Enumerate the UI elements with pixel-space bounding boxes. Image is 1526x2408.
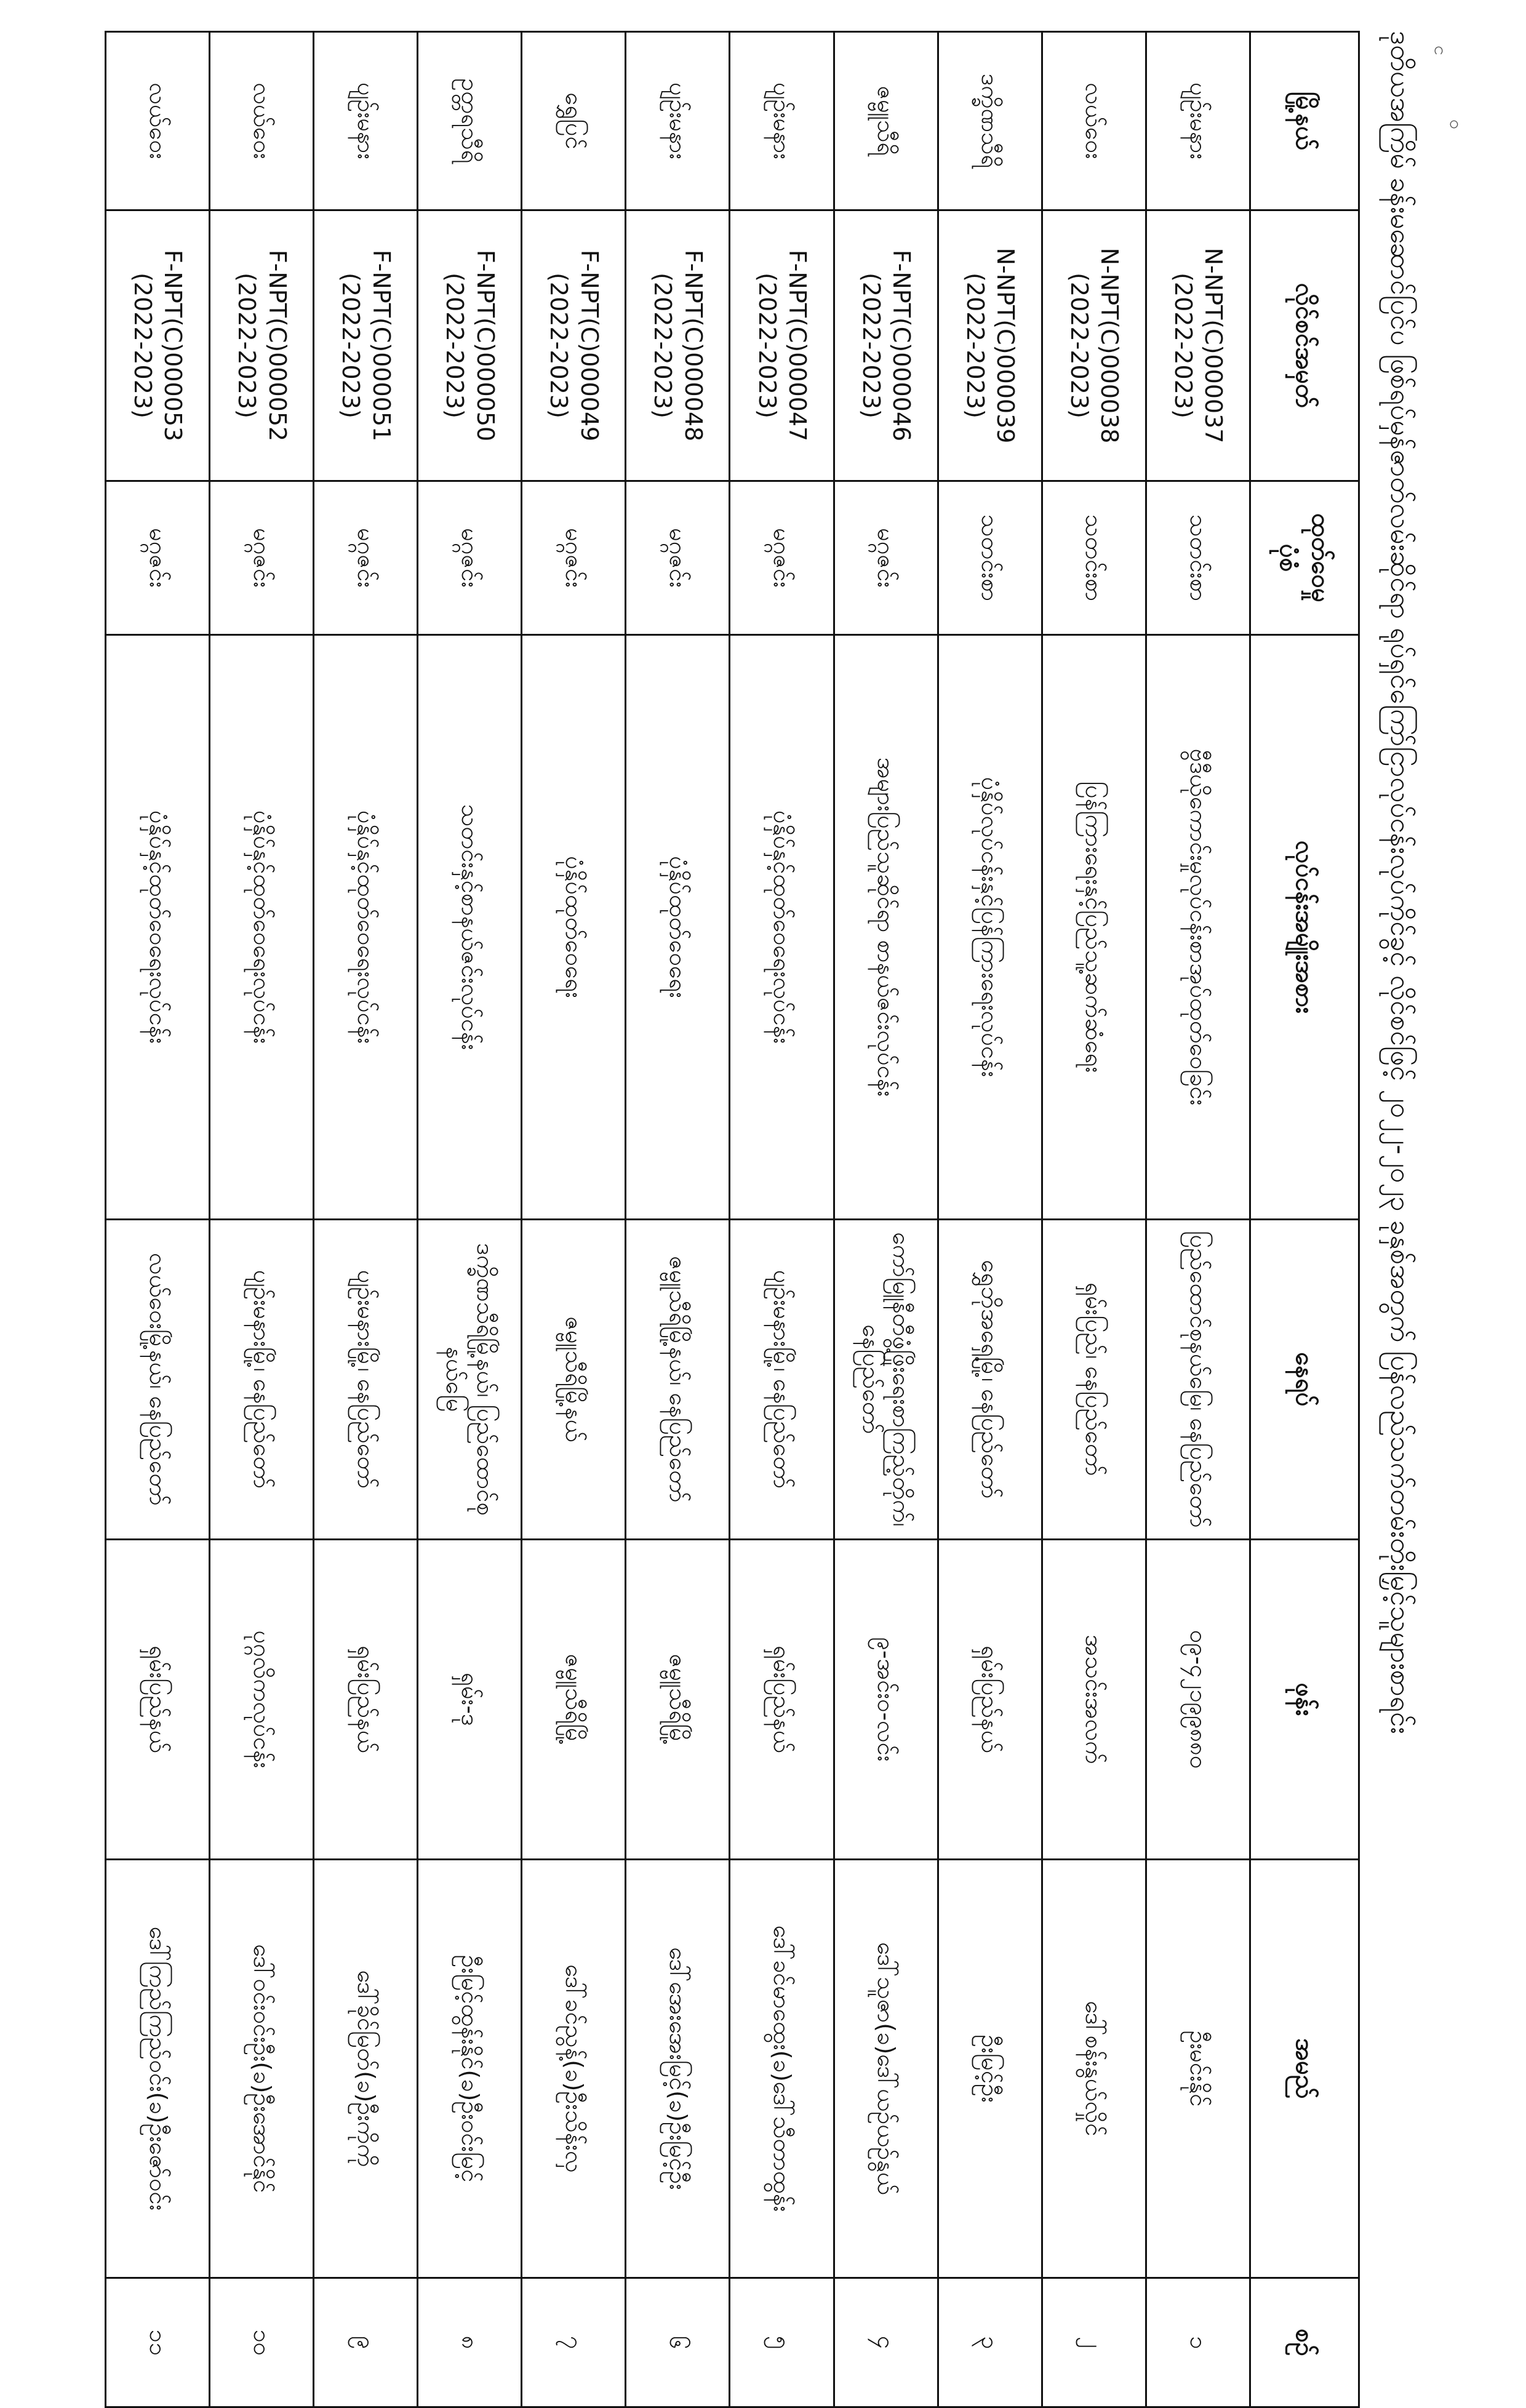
cell-phone: ရှမ်းပြည်နယ် (938, 1540, 1042, 1860)
cell-phone: ပုဂ္ဂလိကလုပ်ငန်း (210, 1540, 314, 1860)
cell-license-no (106, 210, 210, 481)
cell-business: ပြန်ကြားရေးနှင့်ပြည်သူ့ဆက်ဆံရေး (1042, 635, 1146, 1220)
cell-township: ပျဉ်းမနား (314, 32, 418, 210)
license-year: (2022-2023) (1169, 273, 1197, 418)
cell-name: ဦးမြင့်ဦး (938, 1860, 1042, 2278)
cell-license-no (730, 210, 834, 481)
cell-no: ၁၁ (106, 2278, 210, 2407)
cell-phone: ရှမ်း-ဒု (418, 1540, 522, 1860)
license-year: (2022-2023) (129, 273, 157, 418)
cell-business: သတင်းနှင့်စာနယ်ဇင်းလုပ်ငန်း (418, 635, 522, 1220)
registration-table (105, 31, 1360, 2408)
cell-no: ၁ (1146, 2278, 1250, 2407)
cell-business: ပုံနှိပ်နှင့်ထုတ်ဝေရေးလုပ်ငန်း (314, 635, 418, 1220)
table-row (834, 32, 938, 2407)
cell-type: သတင်းစာ (1042, 481, 1146, 635)
cell-address: ရွှေဘိုအရှေ့မြို့၊ နေပြည်တော် (938, 1220, 1042, 1540)
cell-license-no (1042, 210, 1146, 481)
table-row (106, 32, 210, 2407)
cell-address: ပြည်ထောင်စုနယ်မြေ၊ နေပြည်တော် (1146, 1220, 1250, 1540)
cell-name: ဦးမင်းနိုင် (1146, 1860, 1250, 2278)
document-title: ဒုတိယအကြိမ် ခန်းမဆောင်ပြင်ပ ဖြစ်ရပ်မှန်ဇာတ်လမ်းဆိုင်ရာ ရုပ်ရှင်ကြော်ငြာလုပ်ငန်းလုပ်ကိုင်ခွင့် လိုင်စင်ဖြင့် ၂၀၂၂-၂၀၂၃ ခုနှစ်အတွက် ပြန်လည်သက်တမ်းတိုးမြှင့်သူများစာရင်း (1384, 31, 1416, 1734)
table-row (314, 32, 418, 2407)
cell-business: အများပြည်သူဆိုင်ရာ စာနယ်ဇင်းလုပ်ငန်း (834, 635, 938, 1220)
cell-address: ဇမ္ဗူသီရိမြို့နယ်၊ နေပြည်တော် (626, 1220, 730, 1540)
license-year: (2022-2023) (233, 273, 261, 418)
header-phone: ဖုန်း (1250, 1540, 1359, 1860)
cell-no: ၂ (1042, 2278, 1146, 2407)
cell-township: ပျဉ်းမနား (730, 32, 834, 210)
cell-type: မဂ္ဂဇင်း (418, 481, 522, 635)
cell-business: ပုံနှိပ်လုပ်ငန်းနှင့်ပြန်ကြားရေးလုပ်ငန်း (938, 635, 1042, 1220)
cell-license-no (938, 210, 1042, 481)
cell-type: မဂ္ဂဇင်း (210, 481, 314, 635)
document-page (92, 31, 1434, 2356)
cell-type: သတင်းစာ (1146, 481, 1250, 635)
table-header-row (1250, 32, 1359, 2407)
cell-no: ၁၀ (210, 2278, 314, 2407)
cell-license-no (210, 210, 314, 481)
cell-name: ဒေါ်ဝင်းဝင်းဦး(ခ)ဦးအောင်နိုင် (210, 1860, 314, 2278)
cell-no: ၄ (834, 2278, 938, 2407)
license-year: (2022-2023) (545, 273, 573, 418)
cell-no: ၃ (938, 2278, 1042, 2407)
cell-township: လယ်ဝေး (106, 32, 210, 210)
cell-phone: ၉-အင်းဝ-လင်း (834, 1540, 938, 1860)
license-year: (2022-2023) (1065, 273, 1093, 418)
cell-address: ပျဉ်းမနားမြို့၊ နေပြည်တော် (314, 1220, 418, 1540)
cell-business: ဗွီဒီယိုကောင်းမှုလုပ်ငန်းစာအုပ်ထုတ်ဝေခြင်း (1146, 635, 1250, 1220)
cell-phone: ရှမ်းပြည်နယ် (106, 1540, 210, 1860)
license-code: F-NPT(C)000047 (783, 249, 811, 442)
license-code: F-NPT(C)000051 (367, 249, 395, 442)
cell-license-no (834, 210, 938, 481)
license-code: N-NPT(C)000038 (1096, 247, 1124, 444)
cell-township: ဒက္ခိဏသီရိ (938, 32, 1042, 210)
cell-type: မဂ္ဂဇင်း (834, 481, 938, 635)
cell-license-no (626, 210, 730, 481)
cell-address: ဒက္ခိဏသီရိမြို့နယ်၊ ပြည်ထောင်စုနယ်မြေ (418, 1220, 522, 1540)
cell-township: လယ်ဝေး (210, 32, 314, 210)
header-license-no: လိုင်စင်အမှတ် (1250, 210, 1359, 481)
license-year: (2022-2023) (337, 273, 365, 418)
scan-mark: ဂ (1434, 38, 1444, 58)
cell-phone: ဇမ္ဗူသီရိမြို့ (626, 1540, 730, 1860)
cell-type: မဂ္ဂဇင်း (730, 481, 834, 635)
license-year: (2022-2023) (753, 273, 781, 418)
license-code: F-NPT(C)000052 (263, 249, 291, 442)
cell-no: ၆ (626, 2278, 730, 2407)
cell-address: ပျဉ်းမနားမြို့၊ နေပြည်တော် (730, 1220, 834, 1540)
cell-township: ပျဉ်းမနား (626, 32, 730, 210)
license-year: (2022-2023) (649, 273, 677, 418)
license-code: F-NPT(C)000050 (471, 249, 499, 442)
cell-township: ဇမ္ဗူသီရိ (834, 32, 938, 210)
cell-name: ဒေါ်အေးအေးမြင့်(ခ)ဦးမြင့်ဦး (626, 1860, 730, 2278)
cell-address: လယ်ဝေးမြို့နယ်၊ နေပြည်တော် (106, 1220, 210, 1540)
cell-license-no (314, 210, 418, 481)
cell-name: ဒေါ်သူဇာ(ခ)ဒေါ်ယဉ်ယဉ်နွယ် (834, 1860, 938, 2278)
cell-township: ပျဉ်းမနား (1146, 32, 1250, 210)
cell-type: မဂ္ဂဇင်း (314, 481, 418, 635)
license-code: N-NPT(C)000037 (1200, 247, 1228, 444)
cell-type: မဂ္ဂဇင်း (626, 481, 730, 635)
license-code: F-NPT(C)000048 (679, 249, 707, 442)
table-row (522, 32, 626, 2407)
cell-business: ပုံနှိပ်နှင့်ထုတ်ဝေရေးလုပ်ငန်း (730, 635, 834, 1220)
cell-business: ပုံနှိပ်ထုတ်ဝေရေး (626, 635, 730, 1220)
cell-type: သတင်းစာ (938, 481, 1042, 635)
cell-license-no (522, 210, 626, 481)
cell-name: ဒေါ်စန်းနွယ်လှိုင် (1042, 1860, 1146, 2278)
table-row (938, 32, 1042, 2407)
cell-address: ဇမ္ဗူသီရိမြို့နယ် (522, 1220, 626, 1540)
cell-phone: ရှမ်းပြည်နယ် (314, 1540, 418, 1860)
license-code: F-NPT(C)000046 (888, 249, 916, 442)
cell-township: လယ်ဝေး (1042, 32, 1146, 210)
table-row (730, 32, 834, 2407)
header-business: လုပ်ငန်းအမျိုးအစား (1250, 635, 1359, 1220)
cell-no: ၈ (418, 2278, 522, 2407)
table-row (1042, 32, 1146, 2407)
cell-license-no (418, 210, 522, 481)
cell-business: ပုံနှိပ်ထုတ်ဝေရေး (522, 635, 626, 1220)
header-name: အမည် (1250, 1860, 1359, 2278)
license-year: (2022-2023) (857, 273, 885, 418)
scan-mark: ဝ (1449, 112, 1459, 132)
license-year: (2022-2023) (441, 273, 469, 418)
cell-type: မဂ္ဂဇင်း (106, 481, 210, 635)
cell-phone: ၀၉-၄၂၁၉၉၈၈၀ (1146, 1540, 1250, 1860)
cell-township: ဥတ္တရသီရိ (418, 32, 522, 210)
license-code: N-NPT(C)000039 (992, 247, 1020, 444)
header-address: နေရပ် (1250, 1220, 1359, 1540)
cell-type: မဂ္ဂဇင်း (522, 481, 626, 635)
cell-name: ဒေါ်ခိုင်မြတ်(ခ)ဦးကိုကို (314, 1860, 418, 2278)
cell-no: ၉ (314, 2278, 418, 2407)
table-row (418, 32, 522, 2407)
license-year: (2022-2023) (961, 273, 989, 418)
cell-license-no (1146, 210, 1250, 481)
header-type-line: ထုတ်ဝေမှု (1306, 513, 1335, 602)
cell-township: ရွှေပြင် (522, 32, 626, 210)
cell-address: ကော်မြူနီတီဖွံ့ဖြိုးရေးစာကြည့်တိုက်၊ နေပြည်တော် (834, 1220, 938, 1540)
header-township: မြို့နယ် (1250, 32, 1359, 210)
cell-business: ပုံနှိပ်နှင့်ထုတ်ဝေရေးလုပ်ငန်း (210, 635, 314, 1220)
header-no: စဉ် (1250, 2278, 1359, 2407)
cell-name: ဒေါ်ခင်ညွန့်(ခ)ဦးသိန်းလှ (522, 1860, 626, 2278)
cell-business: ပုံနှိပ်နှင့်ထုတ်ဝေရေးလုပ်ငန်း (106, 635, 210, 1220)
cell-phone: ဇမ္ဗူသီရိမြို့ (522, 1540, 626, 1860)
table-row (210, 32, 314, 2407)
header-type (1250, 481, 1359, 635)
cell-no: ၇ (522, 2278, 626, 2407)
header-type-line: ပုံစံ (1274, 543, 1303, 572)
cell-no: ၅ (730, 2278, 834, 2407)
table-row (626, 32, 730, 2407)
cell-address: ပျဉ်းမနားမြို့၊ နေပြည်တော် (210, 1220, 314, 1540)
cell-address: ရှမ်းပြည်၊ နေပြည်တော် (1042, 1220, 1146, 1540)
cell-name: ဒေါ်ခင်မာထွေး(ခ)ဒေါ်သီတာထွန်း (730, 1860, 834, 2278)
cell-phone: အသင်းအလက် (1042, 1540, 1146, 1860)
cell-name: ဒေါ်ကြည်ကြည်ဝင်း(ခ)ဦးဇော်ဝင်း (106, 1860, 210, 2278)
license-code: F-NPT(C)000049 (575, 249, 603, 442)
license-code: F-NPT(C)000053 (159, 249, 187, 442)
table-row (1146, 32, 1250, 2407)
cell-name: ဦးမြင့်ထွန်းနိုင်(ခ)ဦးဝင်းမြင့် (418, 1860, 522, 2278)
cell-phone: ရှမ်းပြည်နယ် (730, 1540, 834, 1860)
